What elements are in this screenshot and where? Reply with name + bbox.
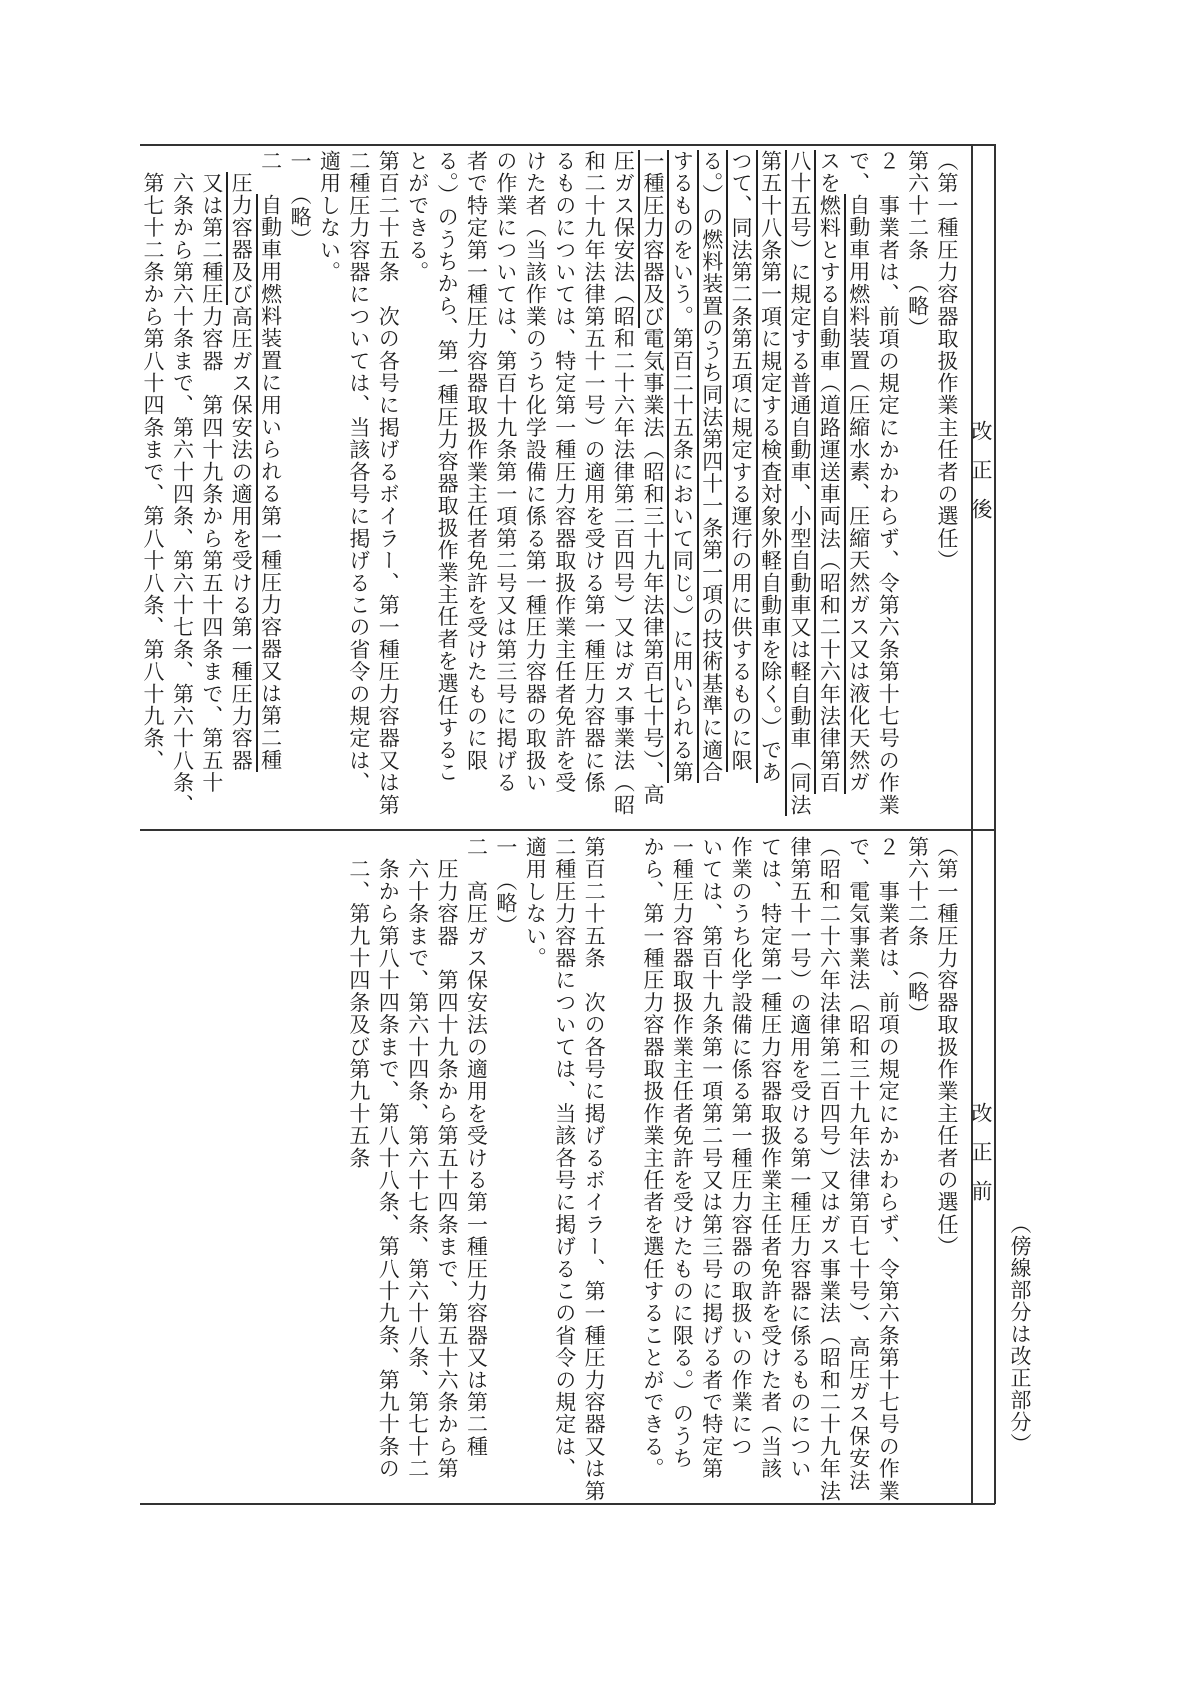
amended-text: 圧力容器及び bbox=[226, 172, 253, 305]
text-segment: 六条から第六十条まで、第六十四条、第六十七条、第六十八条、 bbox=[170, 150, 195, 816]
text-segment: るものについては、特定第一種圧力容器取扱作業主任者免許を受 bbox=[552, 150, 577, 794]
text-segment: 適用しない。 bbox=[317, 150, 342, 284]
text-segment: 者で特定第一種圧力容器取扱作業主任者免許を受けたものに限 bbox=[464, 150, 489, 772]
text-segment: 和二十九年法律第五十一号）の適用を受ける第一種圧力容器に係 bbox=[582, 150, 607, 794]
text-segment: 電気事業法（昭和三十九年法律第百七十号）、高 bbox=[640, 327, 665, 806]
amended-text: 一種圧力容器及び bbox=[638, 150, 665, 328]
text-segment: ２ 事業者は、前項の規定にかかわらず、令第六条第十七号の作業 bbox=[876, 150, 901, 816]
text-segment: 二、第九十四条及び第九十五条 bbox=[346, 836, 371, 1169]
text-segment: とができる。 bbox=[405, 150, 430, 284]
amended-text: 自動車用燃料装置に用いられる第一種圧力容器又は第二種 bbox=[256, 194, 283, 771]
text-segment: ては、特定第一種圧力容器取扱作業主任者免許を受けた者（当該 bbox=[758, 836, 783, 1480]
amended-text: 自動車用燃料装置（圧縮水素、圧縮天然ガス又は液化天然ガ bbox=[844, 194, 871, 793]
text-segment: から、第一種圧力容器取扱作業主任者を選任することができる。 bbox=[640, 836, 665, 1480]
text-segment: 又は第二種圧力容器 第四十九条から第五十四条まで、第五十 bbox=[199, 150, 224, 794]
text-segment: の作業については、第百十九条第一項第二号又は第三号に掲げる bbox=[493, 150, 518, 794]
table-top-rule bbox=[140, 144, 995, 146]
text-segment bbox=[229, 150, 253, 172]
column-separator-rule bbox=[140, 829, 995, 831]
text-segment: 二 高圧ガス保安法の適用を受ける第一種圧力容器又は第二種 bbox=[464, 836, 489, 1458]
amended-text: 八十五号）に規定する普通自動車、小型自動車又は軽自動車（同法 bbox=[785, 150, 812, 816]
text-segment: 二 bbox=[258, 150, 283, 195]
note-underline-legend: （傍線部分は改正部分） bbox=[1008, 1213, 1032, 1455]
amended-text: 第五十八条第一項に規定する検査対象外軽自動車を除く。）であ bbox=[756, 150, 783, 783]
text-segment: 第百二十五条 次の各号に掲げるボイラー、第一種圧力容器又は第 bbox=[582, 836, 607, 1502]
before-revision-text bbox=[150, 836, 961, 1502]
text-segment: 一 （略） bbox=[493, 836, 518, 937]
amended-text: するものをいう。第百二十五条において同じ。）に用いられる第 bbox=[667, 150, 694, 783]
text-segment: 作業のうち化学設備に係る第一種圧力容器の取扱いの作業につ bbox=[729, 836, 754, 1458]
text-segment: いては、第百十九条第一項第二号又は第三号に掲げる者で特定第 bbox=[699, 836, 724, 1480]
amended-text: スを燃料とする自動車（道路運送車両法（昭和二十六年法律第百 bbox=[814, 150, 841, 794]
text-segment: 第百二十五条 次の各号に掲げるボイラー、第一種圧力容器又は第 bbox=[376, 150, 401, 816]
text-segment: （第一種圧力容器取扱作業主任者の選任） bbox=[935, 836, 959, 1258]
table-bottom-rule bbox=[140, 1503, 995, 1505]
text-segment: で、電気事業法（昭和三十九年法律第百七十号）、高圧ガス保安法 bbox=[846, 836, 871, 1492]
text-segment: 第六十二条 （略） bbox=[905, 150, 930, 340]
text-segment: 条から第八十四条まで、第八十八条、第八十九条、第九十条の bbox=[376, 836, 401, 1480]
amended-text: る。）の燃料装置のうち同法第四十一条第一項の技術基準に適合 bbox=[697, 150, 724, 783]
text-segment: る。）のうちから、第一種圧力容器取扱作業主任者を選任するこ bbox=[435, 150, 460, 784]
text-segment: 第七十二条から第八十四条まで、第八十八条、第八十九条、 bbox=[141, 150, 166, 772]
text-segment: 一 （略） bbox=[288, 150, 313, 251]
text-segment: で、 bbox=[846, 150, 871, 195]
text-segment: 律第五十一号）の適用を受ける第一種圧力容器に係るものについ bbox=[787, 836, 812, 1480]
text-segment: （昭和二十六年法律第二百四号）又はガス事業法（昭和二十九年法 bbox=[817, 836, 842, 1502]
text-segment: ２ 事業者は、前項の規定にかかわらず、令第六条第十七号の作業 bbox=[876, 836, 901, 1502]
header-before: 改正前 bbox=[969, 1102, 993, 1219]
header-after: 改正後 bbox=[969, 420, 993, 537]
text-segment: 圧ガス保安法（昭和二十六年法律第二百四号）又はガス事業法（昭 bbox=[611, 150, 636, 816]
text-segment: 一種圧力容器取扱作業主任者免許を受けたものに限る。）のうち bbox=[670, 836, 695, 1470]
text-segment: 高圧ガス保安法の適用を受ける第一種圧力容器 bbox=[229, 305, 254, 772]
text-segment: 二種圧力容器については、当該各号に掲げるこの省令の規定は、 bbox=[346, 150, 371, 794]
text-segment: 第六十二条 （略） bbox=[905, 836, 930, 1026]
amended-text: つて、同法第二条第五項に規定する運行の用に供するものに限 bbox=[726, 150, 753, 772]
text-segment: 圧力容器 第四十九条から第五十四条まで、第五十六条から第 bbox=[435, 836, 460, 1480]
text-segment: （第一種圧力容器取扱作業主任者の選任） bbox=[935, 150, 959, 572]
table-right-border bbox=[994, 144, 996, 1504]
text-segment: 二種圧力容器については、当該各号に掲げるこの省令の規定は、 bbox=[552, 836, 577, 1480]
text-segment: 六十条まで、第六十四条、第六十七条、第六十八条、第七十二 bbox=[405, 836, 430, 1480]
text-segment: けた者（当該作業のうち化学設備に係る第一種圧力容器の取扱い bbox=[523, 150, 548, 794]
header-separator-rule bbox=[971, 144, 973, 1504]
text-segment: 適用しない。 bbox=[523, 836, 548, 970]
after-revision-text bbox=[141, 150, 961, 820]
